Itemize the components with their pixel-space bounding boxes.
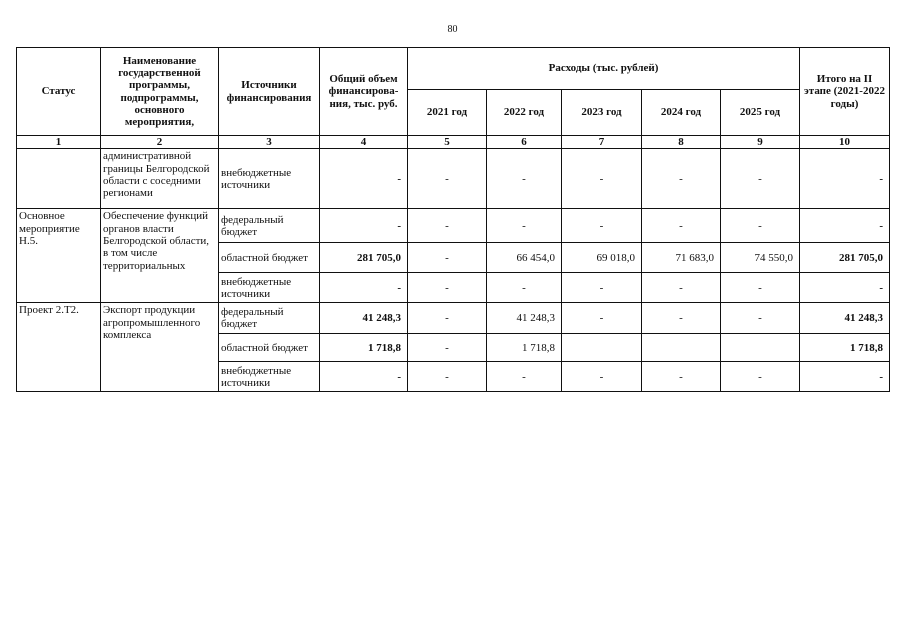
header-expenses: Расходы (тыс. рублей): [408, 48, 800, 90]
itogo-cell: 281 705,0: [800, 243, 890, 273]
header-sources: Источники финансирования: [219, 48, 320, 136]
column-number: 6: [487, 136, 562, 149]
value-2021: -: [408, 273, 487, 303]
source-cell: областной бюджет: [219, 334, 320, 362]
header-name: Наименование государственной программы, подпрограммы, основного мероприятия,: [101, 48, 219, 136]
value-2024: [642, 334, 721, 362]
header-year: 2023 год: [562, 90, 642, 136]
value-2022: -: [487, 149, 562, 209]
value-2024: -: [642, 209, 721, 243]
source-cell: федеральный бюджет: [219, 209, 320, 243]
column-number: 7: [562, 136, 642, 149]
value-2024: 71 683,0: [642, 243, 721, 273]
status-cell: [17, 149, 101, 209]
value-2025: [721, 334, 800, 362]
column-number: 2: [101, 136, 219, 149]
table-row: [17, 149, 890, 209]
value-2025: -: [721, 149, 800, 209]
total-cell: -: [320, 362, 408, 392]
total-cell: -: [320, 273, 408, 303]
value-2022: -: [487, 273, 562, 303]
column-number: 9: [721, 136, 800, 149]
itogo-cell: -: [800, 362, 890, 392]
status-cell: Основное мероприятие Н.5.: [17, 209, 101, 303]
status-cell: Проект 2.Т2.: [17, 303, 101, 392]
value-2023: -: [562, 303, 642, 334]
source-cell: внебюджетные источники: [219, 149, 320, 209]
header-status: Статус: [17, 48, 101, 136]
page-number: 80: [447, 24, 458, 35]
value-2025: 74 550,0: [721, 243, 800, 273]
value-2024: -: [642, 149, 721, 209]
total-cell: 41 248,3: [320, 303, 408, 334]
total-cell: 281 705,0: [320, 243, 408, 273]
column-number: 1: [17, 136, 101, 149]
value-2021: -: [408, 243, 487, 273]
value-2023: -: [562, 209, 642, 243]
header-year: 2025 год: [721, 90, 800, 136]
itogo-cell: -: [800, 273, 890, 303]
value-2021: -: [408, 149, 487, 209]
value-2025: -: [721, 303, 800, 334]
value-2023: 69 018,0: [562, 243, 642, 273]
source-cell: внебюджетные источники: [219, 362, 320, 392]
total-cell: -: [320, 149, 408, 209]
value-2021: -: [408, 209, 487, 243]
header-itogo: Итого на II этапе (2021-2022 годы): [800, 48, 890, 136]
value-2024: -: [642, 273, 721, 303]
value-2022: 1 718,8: [487, 334, 562, 362]
value-2022: -: [487, 362, 562, 392]
value-2023: -: [562, 362, 642, 392]
itogo-cell: -: [800, 149, 890, 209]
itogo-cell: 41 248,3: [800, 303, 890, 334]
table-row: [17, 209, 890, 243]
total-cell: -: [320, 209, 408, 243]
value-2024: -: [642, 362, 721, 392]
financing-table: [16, 47, 890, 392]
name-cell: Обеспечение функций органов власти Белгородской области, в том числе территориальных: [101, 209, 219, 303]
value-2023: -: [562, 149, 642, 209]
itogo-cell: -: [800, 209, 890, 243]
value-2025: -: [721, 362, 800, 392]
header-year: 2022 год: [487, 90, 562, 136]
value-2021: -: [408, 334, 487, 362]
value-2025: -: [721, 209, 800, 243]
value-2022: 66 454,0: [487, 243, 562, 273]
column-number: 4: [320, 136, 408, 149]
value-2023: [562, 334, 642, 362]
source-cell: внебюджетные источники: [219, 273, 320, 303]
column-number: 3: [219, 136, 320, 149]
source-cell: областной бюджет: [219, 243, 320, 273]
value-2022: 41 248,3: [487, 303, 562, 334]
total-cell: 1 718,8: [320, 334, 408, 362]
column-number: 5: [408, 136, 487, 149]
table-row: [17, 303, 890, 334]
itogo-cell: 1 718,8: [800, 334, 890, 362]
name-cell: Экспорт продукции агропромышленного комплекса: [101, 303, 219, 392]
header-year: 2024 год: [642, 90, 721, 136]
value-2023: -: [562, 273, 642, 303]
value-2021: -: [408, 362, 487, 392]
header-year: 2021 год: [408, 90, 487, 136]
value-2021: -: [408, 303, 487, 334]
column-number: 10: [800, 136, 890, 149]
value-2025: -: [721, 273, 800, 303]
column-number: 8: [642, 136, 721, 149]
value-2024: -: [642, 303, 721, 334]
value-2022: -: [487, 209, 562, 243]
header-total-volume: Общий объем финансирова-ния, тыс. руб.: [320, 48, 408, 136]
source-cell: федеральный бюджет: [219, 303, 320, 334]
name-cell: административной границы Белгородской области с соседними регионами: [101, 149, 219, 209]
